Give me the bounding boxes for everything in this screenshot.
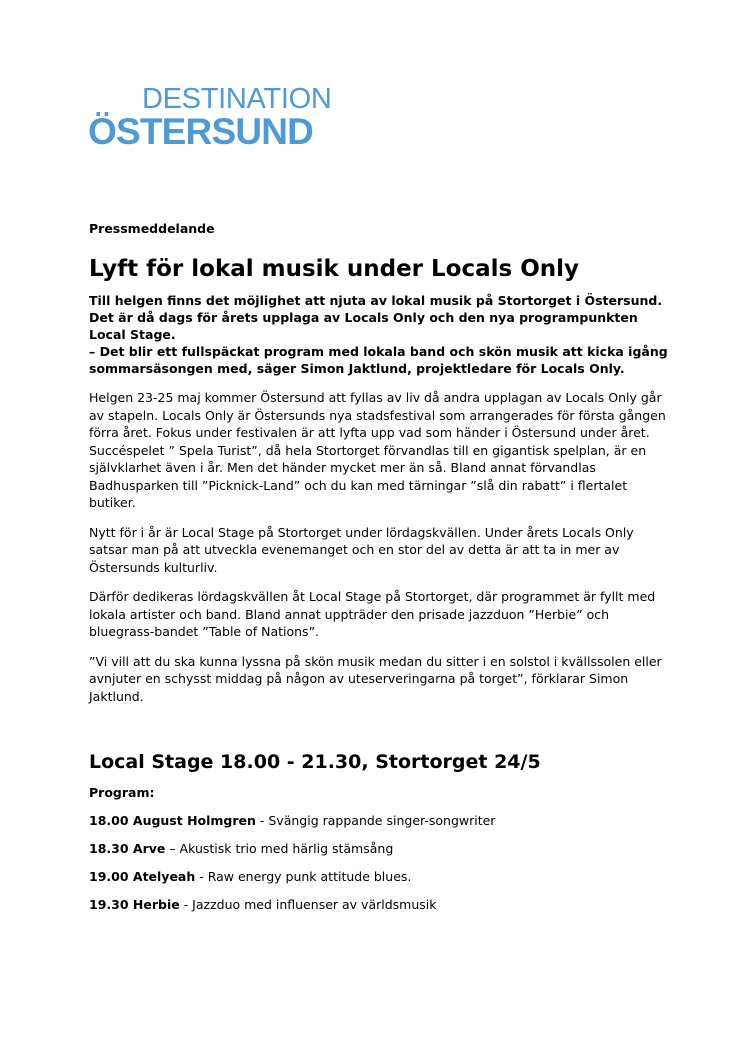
lead-quote: – Det blir ett fullspäckat program med lokala band och skön musik att kicka igång sommarsäsongen med, säger Simon Jaktlund, projektledare för Locals Only. [89,344,668,376]
stage-title: Local Stage 18.00 - 21.30, Stortorget 24/5 [89,751,541,773]
document-label: Pressmeddelande [89,221,215,236]
program-time-artist: 19.30 Herbie [89,897,180,912]
body-paragraph-3: Därför dedikeras lördagskvällen åt Local Stage på Stortorget, där programmet är fyllt med lokala artister och band. Bland annat uppträder den prisade jazzduon ”Herbie” och bluegrass-bandet ”Table of Nations”. [89,589,656,639]
body-paragraph-2: Nytt för i år är Local Stage på Stortorget under lördagskvällen. Under årets Locals Only satsar man på att utveckla evenemanget och en stor del av detta är att ta in mer av Östersunds kulturliv. [89,524,634,575]
headline: Lyft för lokal musik under Locals Only [89,256,580,282]
lead-line-1: Till helgen finns det möjlighet att njuta av lokal musik på Stortorget i Östersund. Det är då dags för årets upplaga av Locals Only och den nya programpunkten Local Stage. [89,293,663,342]
logo-line-destination: DESTINATION [142,83,332,115]
program-description: - Svängig rappande singer-songwriter [255,813,496,828]
program-time-artist: 18.30 Arve [89,841,166,856]
program-description: – Akustisk trio med härlig stämsång [165,841,394,856]
program-label: Program: [89,785,155,800]
body-paragraph-4: ”Vi vill att du ska kunna lyssna på skön musik medan du sitter i en solstol i kvällssolen eller avnjuter en schysst middag på någon av uteserveringarna på torget”, förklarar Simon Jaktlund. [89,653,662,704]
program-time-artist: 19.00 Atelyeah [89,869,196,884]
program-time-artist: 18.00 August Holmgren [89,813,256,828]
press-release-body [89,220,669,913]
destination-ostersund-logo [88,84,348,150]
program-item [89,868,669,885]
program-item [89,896,669,913]
body-paragraph-1: Helgen 23-25 maj kommer Östersund att fyllas av liv då andra upplagan av Locals Only går av stapeln. Locals Only är Östersunds nya stadsfestival som arrangerades för första gången förra året. Fokus under festivalen är att lyfta upp vad som händer i Östersund under året. Succéspelet ” Spela Turist”, då hela Stortorget förvandlas till en gigantisk spelplan, är en självklarhet även i år. Men det händer mycket mer än så. Bland annat förvandlas Badhusparken till ”Picknick-Land” och du kan med tärningar ”slå din rabatt” i flertalet butiker. [89,390,666,510]
program-item [89,840,669,857]
logo-line-ostersund: ÖSTERSUND [88,111,314,152]
program-description: - Raw energy punk attitude blues. [195,869,412,884]
program-description: - Jazzduo med influenser av världsmusik [179,897,437,912]
program-item [89,812,669,829]
lead-paragraph [89,292,669,377]
